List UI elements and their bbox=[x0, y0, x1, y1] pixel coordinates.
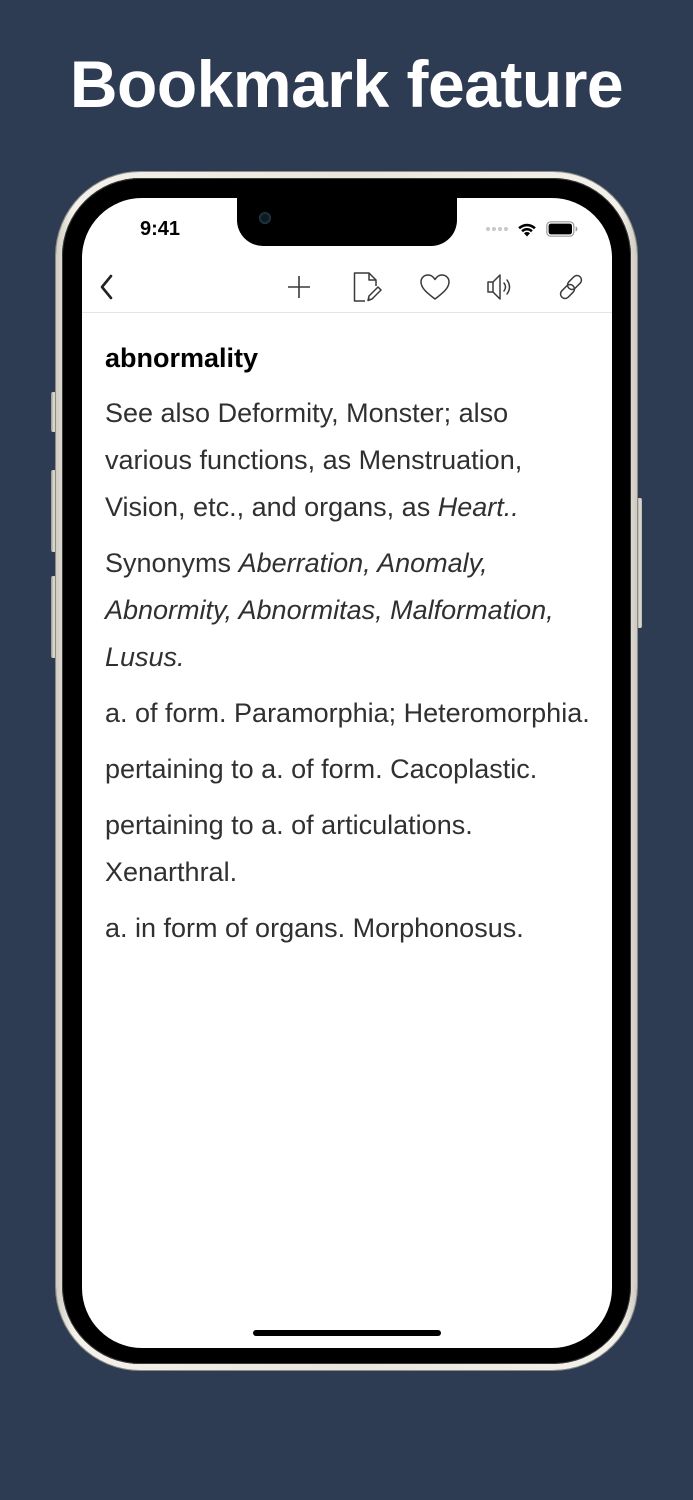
definition-item: pertaining to a. of articulations. Xenarthral. bbox=[105, 810, 473, 887]
see-also-paragraph bbox=[105, 390, 595, 531]
see-also-text: See also Deformity, Monster; also various functions, as Menstruation, Vision, etc., and organs, as bbox=[105, 398, 523, 522]
status-icons bbox=[486, 220, 578, 238]
definition-item: pertaining to a. of form. Cacoplastic. bbox=[105, 754, 538, 784]
phone-screen bbox=[82, 198, 612, 1348]
entry-content bbox=[105, 338, 595, 961]
synonyms-label: Synonyms bbox=[105, 548, 239, 578]
heart-icon bbox=[419, 273, 451, 301]
battery-icon bbox=[546, 221, 578, 237]
document-pencil-icon bbox=[351, 271, 383, 303]
home-indicator[interactable] bbox=[253, 1330, 441, 1336]
definition-item: a. of form. Paramorphia; Heteromorphia. bbox=[105, 698, 590, 728]
power-button bbox=[637, 498, 642, 628]
status-time: 9:41 bbox=[139, 218, 181, 240]
synonyms-list: Aberration, Anomaly, Abnormity, Abnormitas, Malformation, Lusus. bbox=[105, 548, 554, 672]
signal-dots-icon bbox=[486, 227, 508, 231]
definition-item: a. in form of organs. Morphonosus. bbox=[105, 913, 524, 943]
plus-icon bbox=[286, 274, 312, 300]
pronounce-button[interactable] bbox=[484, 270, 518, 304]
edit-note-button[interactable] bbox=[350, 270, 384, 304]
notch bbox=[237, 198, 457, 246]
camera-icon bbox=[259, 212, 271, 224]
headline: Bookmark feature bbox=[69, 47, 624, 121]
chevron-left-icon bbox=[97, 273, 117, 301]
synonyms-paragraph bbox=[105, 540, 595, 681]
back-button[interactable] bbox=[90, 270, 124, 304]
link-icon bbox=[556, 272, 586, 302]
see-also-italic: Heart.. bbox=[437, 492, 519, 522]
link-button[interactable] bbox=[554, 270, 588, 304]
add-bookmark-button[interactable] bbox=[282, 270, 316, 304]
speaker-icon bbox=[485, 272, 517, 302]
nav-bar bbox=[82, 262, 612, 313]
entry-term: abnormality bbox=[105, 343, 259, 373]
wifi-icon bbox=[516, 221, 538, 237]
favorite-button[interactable] bbox=[418, 270, 452, 304]
